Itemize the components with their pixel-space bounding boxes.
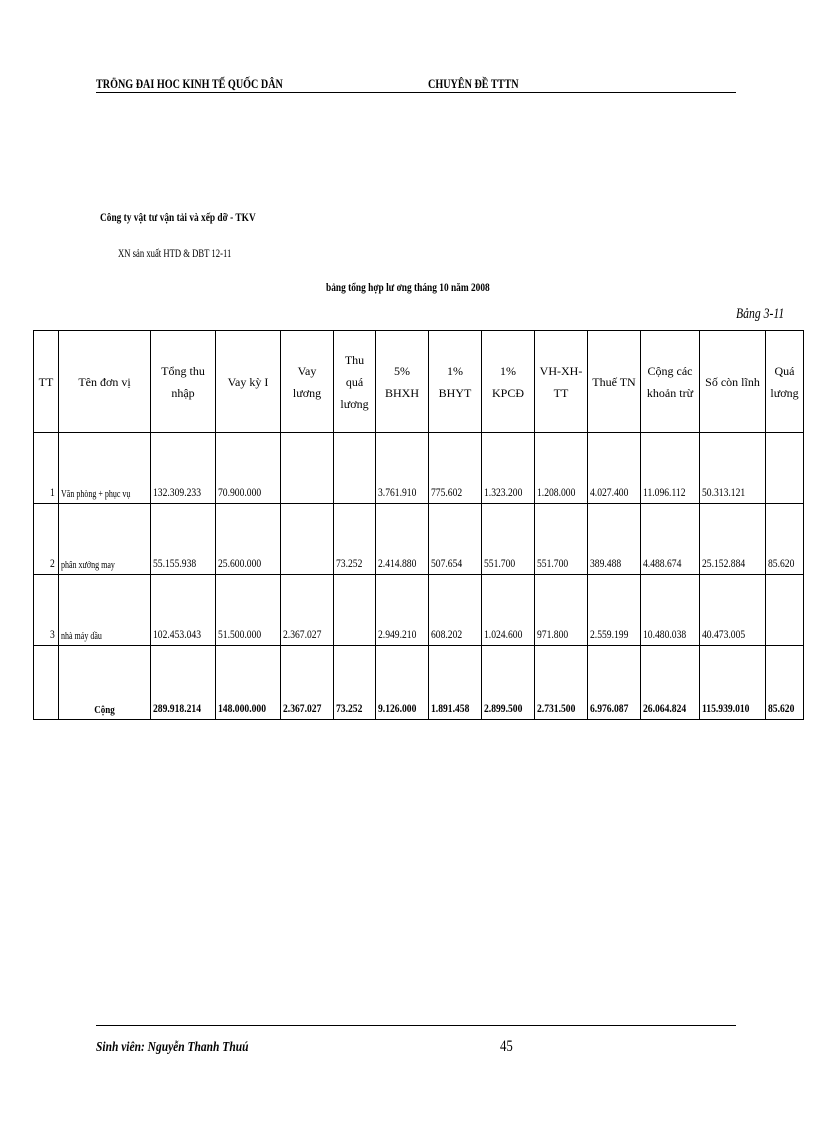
cell: 25.600.000 [216,504,281,575]
cell: 3.761.910 [376,433,429,504]
cell: 50.313.121 [700,433,766,504]
cell: 2.559.199 [588,575,641,646]
cell-tt: 3 [34,575,59,646]
cell: 10.480.038 [641,575,700,646]
header-school: TRÖNG ĐAI HOC KINH TẾ QUỐC DÂN [96,76,283,91]
cell: 6.976.087 [588,646,641,720]
cell: 551.700 [535,504,588,575]
cell: 775.602 [429,433,482,504]
cell: 4.027.400 [588,433,641,504]
cell: 132.309.233 [151,433,216,504]
cell-unit: Cộng [59,646,151,720]
salary-summary-table [33,330,804,720]
col-header: Tên đơn vị [59,331,151,433]
cell: 1.323.200 [482,433,535,504]
cell: 551.700 [482,504,535,575]
cell-tt: 2 [34,504,59,575]
col-header: Quá lương [766,331,804,433]
col-header: VH-XH-TT [535,331,588,433]
cell: 73.252 [334,646,376,720]
cell: 971.800 [535,575,588,646]
cell: 85.620 [766,504,804,575]
cell: 11.096.112 [641,433,700,504]
cell-unit: Văn phòng + phục vụ [59,433,151,504]
cell [281,504,334,575]
cell: 51.500.000 [216,575,281,646]
cell: 2.899.500 [482,646,535,720]
company-name: Công ty vật tư vận tải và xếp dỡ - TKV [100,210,256,224]
col-header: 1% KPCĐ [482,331,535,433]
student-name: Sinh viên: Nguyễn Thanh Thuú [96,1040,249,1055]
cell: 70.900.000 [216,433,281,504]
cell [334,575,376,646]
col-header: Cộng các khoản trừ [641,331,700,433]
cell-unit: nhà máy dầu [59,575,151,646]
col-header: 5% BHXH [376,331,429,433]
page-number: 45 [500,1038,513,1055]
cell [766,575,804,646]
cell: 4.488.674 [641,504,700,575]
table-header-row [34,331,804,433]
cell: 2.367.027 [281,575,334,646]
cell: 148.000.000 [216,646,281,720]
col-header: Thuế TN [588,331,641,433]
col-header: TT [34,331,59,433]
cell: 389.488 [588,504,641,575]
cell: 1.024.600 [482,575,535,646]
cell: 85.620 [766,646,804,720]
cell: 507.654 [429,504,482,575]
cell: 2.949.210 [376,575,429,646]
col-header: Vay kỳ I [216,331,281,433]
col-header: 1% BHYT [429,331,482,433]
cell: 289.918.214 [151,646,216,720]
cell: 55.155.938 [151,504,216,575]
cell: 115.939.010 [700,646,766,720]
header-rule [96,92,736,93]
col-header: Số còn lĩnh [700,331,766,433]
col-header: Tổng thu nhập [151,331,216,433]
cell: 608.202 [429,575,482,646]
cell: 73.252 [334,504,376,575]
table-row [34,575,804,646]
footer-rule [96,1025,736,1026]
cell: 102.453.043 [151,575,216,646]
col-header: Thu quá lương [334,331,376,433]
cell: 1.208.000 [535,433,588,504]
cell-tt [34,646,59,720]
cell [281,433,334,504]
sub-unit: XN sản xuất HTD & DBT 12-11 [118,246,232,260]
cell: 1.891.458 [429,646,482,720]
table-row [34,433,804,504]
table-number: Bảng 3-11 [736,306,785,322]
cell: 40.473.005 [700,575,766,646]
table-total-row [34,646,804,720]
cell: 2.414.880 [376,504,429,575]
cell: 2.367.027 [281,646,334,720]
table-title: bảng tổng hợp lư ơng tháng 10 năm 2008 [326,280,490,294]
cell [334,433,376,504]
cell-unit: phân xưởng may [59,504,151,575]
cell-tt: 1 [34,433,59,504]
col-header: Vay lương [281,331,334,433]
cell [766,433,804,504]
header-topic: CHUYÊN ĐỀ TTTN [428,76,519,91]
cell: 9.126.000 [376,646,429,720]
cell: 2.731.500 [535,646,588,720]
cell: 26.064.824 [641,646,700,720]
table-row [34,504,804,575]
cell: 25.152.884 [700,504,766,575]
